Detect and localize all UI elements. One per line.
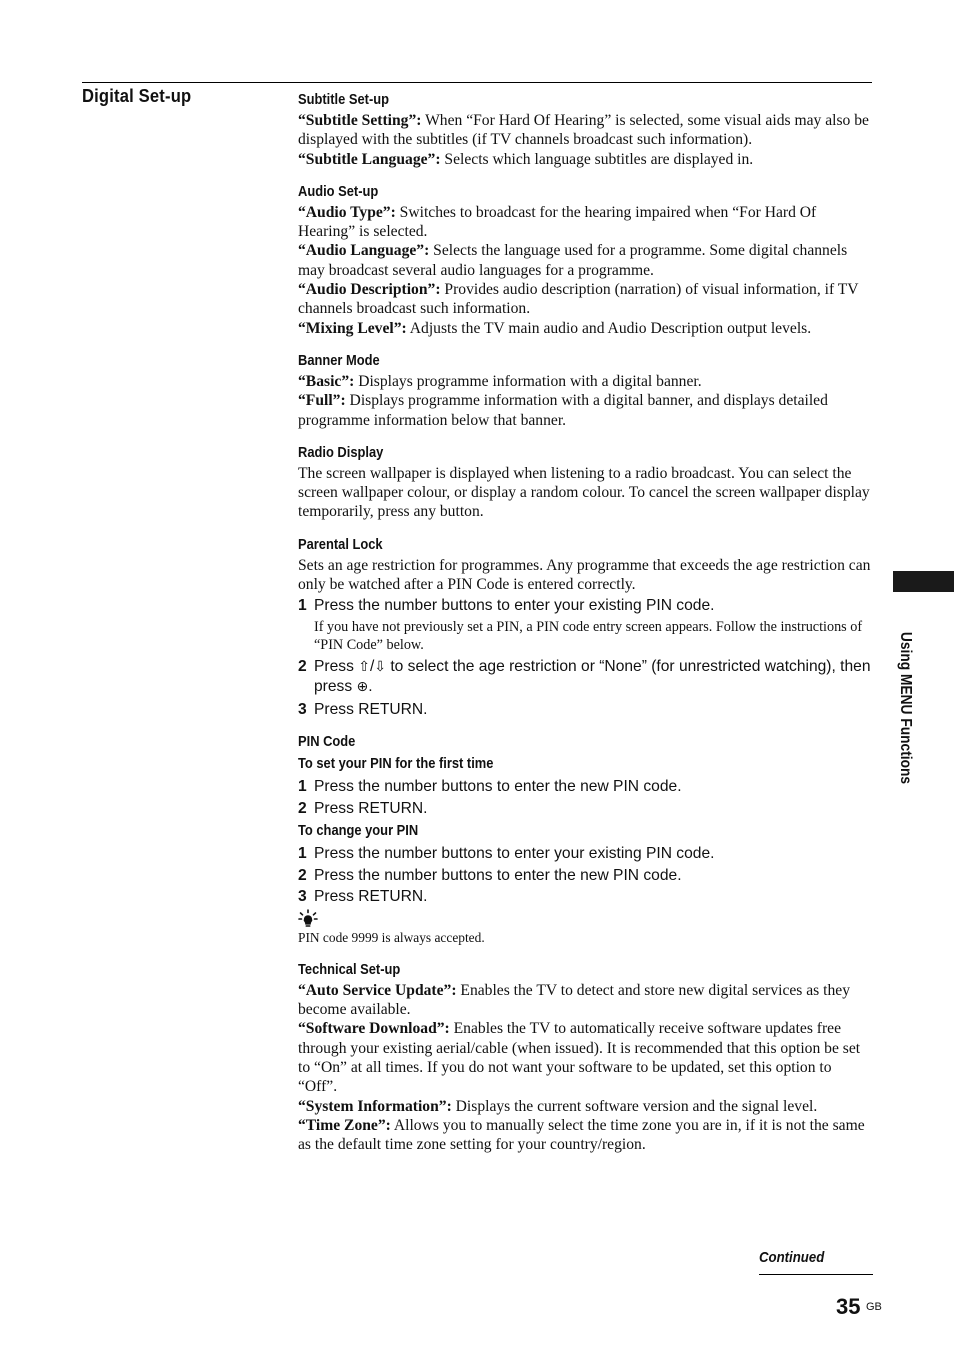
auto-service-update-text: Enables the TV to detect and store new digital services as they become available. <box>298 981 850 1019</box>
step-text: Press RETURN. <box>314 700 428 718</box>
content <box>298 89 872 1167</box>
software-download-text: Enables the TV to automatically receive software updates free through your existing aerial/cable (when issued). It is recommended that this option be set to “On” at all times. If you do not want your software to be updated, set this option to “Off”. <box>298 1020 861 1096</box>
step-number: 3 <box>298 888 307 906</box>
subtitle-language-desc <box>298 150 872 169</box>
pin-change-step-2 <box>298 866 872 886</box>
audio-language-text: Selects the language used for a programme. Some digital channels may broadcast several audio languages for a programme. <box>298 242 848 279</box>
audio-description-term: “Audio Description”: <box>298 281 441 299</box>
mixing-level-text: Adjusts the TV main audio and Audio Description output levels. <box>406 319 812 337</box>
audio-setup-heading: Audio Set-up <box>298 182 379 200</box>
continued-footer <box>759 1247 873 1275</box>
parental-step-1 <box>298 596 872 616</box>
audio-language-desc <box>298 241 872 280</box>
subtitle-setting-term: “Subtitle Setting”: <box>298 112 422 129</box>
step-text: Press the number buttons to enter your existing PIN code. <box>314 597 715 615</box>
section-title: Digital Set-up <box>82 86 192 106</box>
banner-mode-heading: Banner Mode <box>298 351 380 369</box>
time-zone-text: Allows you to manually select the time zone you are in, if it is not the same as the default time zone setting for your country/region. <box>298 1116 865 1154</box>
parental-step-1-note: If you have not previously set a PIN, a PIN code entry screen appears. Follow the instructions of “PIN Code” below. <box>314 618 863 653</box>
lightbulb-icon <box>298 909 318 929</box>
banner-full-text: Displays programme information with a digital banner, and displays detailed programme information below that banner. <box>298 392 828 429</box>
subtitle-setting-desc <box>298 111 872 150</box>
step-number: 1 <box>298 778 307 796</box>
banner-basic-desc <box>298 372 872 391</box>
step-number: 2 <box>298 657 307 675</box>
step-slash: / <box>369 657 375 675</box>
banner-basic-text: Displays programme information with a digital banner. <box>354 372 702 390</box>
side-label-text: Using MENU Functions <box>897 631 914 785</box>
radio-display-heading: Radio Display <box>298 443 384 461</box>
step-text: Press RETURN. <box>314 799 428 817</box>
pin-first-step-2 <box>298 799 872 819</box>
system-information-text: Displays the current software version and the signal level. <box>451 1097 818 1115</box>
technical-setup-block <box>298 959 872 1155</box>
pin-code-heading: PIN Code <box>298 733 356 751</box>
radio-display-text: The screen wallpaper is displayed when listening to a radio broadcast. You can select the screen wallpaper colour, or display a random colour. To cancel the screen wallpaper display temporarily, press any button. <box>298 464 870 521</box>
banner-mode-block <box>298 350 872 430</box>
audio-description-text: Provides audio description (narration) of visual information, if TV channels broadcast such information. <box>298 281 859 318</box>
step-number: 2 <box>298 866 307 884</box>
time-zone-term: “Time Zone”: <box>298 1116 391 1134</box>
step-number: 1 <box>298 597 307 615</box>
pin-code-block <box>298 731 872 947</box>
step-text: Press the number buttons to enter the new PIN code. <box>314 778 682 796</box>
step-text: Press the number buttons to enter the new PIN code. <box>314 866 682 884</box>
audio-setup-block <box>298 181 872 338</box>
pin-change-step-3 <box>298 887 872 907</box>
pin-first-time-heading: To set your PIN for the first time <box>298 755 494 773</box>
step-text-a: Press <box>314 657 359 675</box>
software-download-term: “Software Download”: <box>298 1020 450 1038</box>
audio-type-term: “Audio Type”: <box>298 203 396 221</box>
parental-lock-block <box>298 534 872 720</box>
pin-first-step-1 <box>298 777 872 797</box>
up-arrow-icon: ⇧ <box>358 658 370 675</box>
subtitle-setup-heading: Subtitle Set-up <box>298 91 390 108</box>
banner-full-term: “Full”: <box>298 392 346 410</box>
parental-step-3 <box>298 700 872 720</box>
ok-button-icon: ⊕ <box>356 679 369 696</box>
step-number: 3 <box>298 700 307 718</box>
continued-label: Continued <box>759 1249 825 1266</box>
audio-type-desc <box>298 203 872 242</box>
step-text-b: to select the age restriction or “None” (for unrestricted watching), then press <box>314 657 871 696</box>
side-tab-marker <box>893 571 954 592</box>
subtitle-setup-block <box>298 89 872 169</box>
audio-language-term: “Audio Language”: <box>298 242 430 260</box>
audio-description-desc <box>298 280 872 319</box>
radio-display-block <box>298 442 872 522</box>
mixing-level-term: “Mixing Level”: <box>298 319 407 337</box>
down-arrow-icon: ⇩ <box>374 658 387 675</box>
mixing-level-desc <box>298 319 872 338</box>
pin-change-step-1 <box>298 844 872 864</box>
step-number: 2 <box>298 799 307 817</box>
step-text: Press RETURN. <box>314 888 428 906</box>
parental-step-2 <box>298 657 872 698</box>
pin-change-heading: To change your PIN <box>298 822 419 840</box>
system-information-desc <box>298 1097 872 1116</box>
technical-setup-heading: Technical Set-up <box>298 960 401 978</box>
pin-tip-text: PIN code 9999 is always accepted. <box>298 929 485 945</box>
step-text: Press the number buttons to enter your existing PIN code. <box>314 845 715 863</box>
parental-lock-heading: Parental Lock <box>298 535 383 553</box>
continued-rule <box>759 1274 873 1275</box>
banner-basic-term: “Basic”: <box>298 372 355 390</box>
step-number: 1 <box>298 845 307 863</box>
page-number: 35 <box>836 1294 861 1319</box>
system-information-term: “System Information”: <box>298 1097 452 1115</box>
parental-lock-text: Sets an age restriction for programmes. Any programme that exceeds the age restriction can only be watched after a PIN Code is entered correctly. <box>298 556 871 594</box>
auto-service-update-desc <box>298 981 872 1020</box>
banner-full-desc <box>298 391 872 430</box>
subtitle-language-term: “Subtitle Language”: <box>298 150 441 168</box>
page-region: GB <box>866 1301 882 1313</box>
audio-type-text: Switches to broadcast for the hearing impaired when “For Hard Of Hearing” is selected. <box>298 203 817 241</box>
software-download-desc <box>298 1019 872 1096</box>
step-text-c: . <box>368 678 373 696</box>
time-zone-desc <box>298 1116 872 1155</box>
subtitle-language-text: Selects which language subtitles are displayed in. <box>440 150 754 168</box>
auto-service-update-term: “Auto Service Update”: <box>298 981 457 999</box>
top-rule <box>82 82 872 83</box>
subtitle-setting-text: When “For Hard Of Hearing” is selected, some visual aids may also be displayed with the subtitles (if TV channels broadcast such information). <box>298 112 869 149</box>
